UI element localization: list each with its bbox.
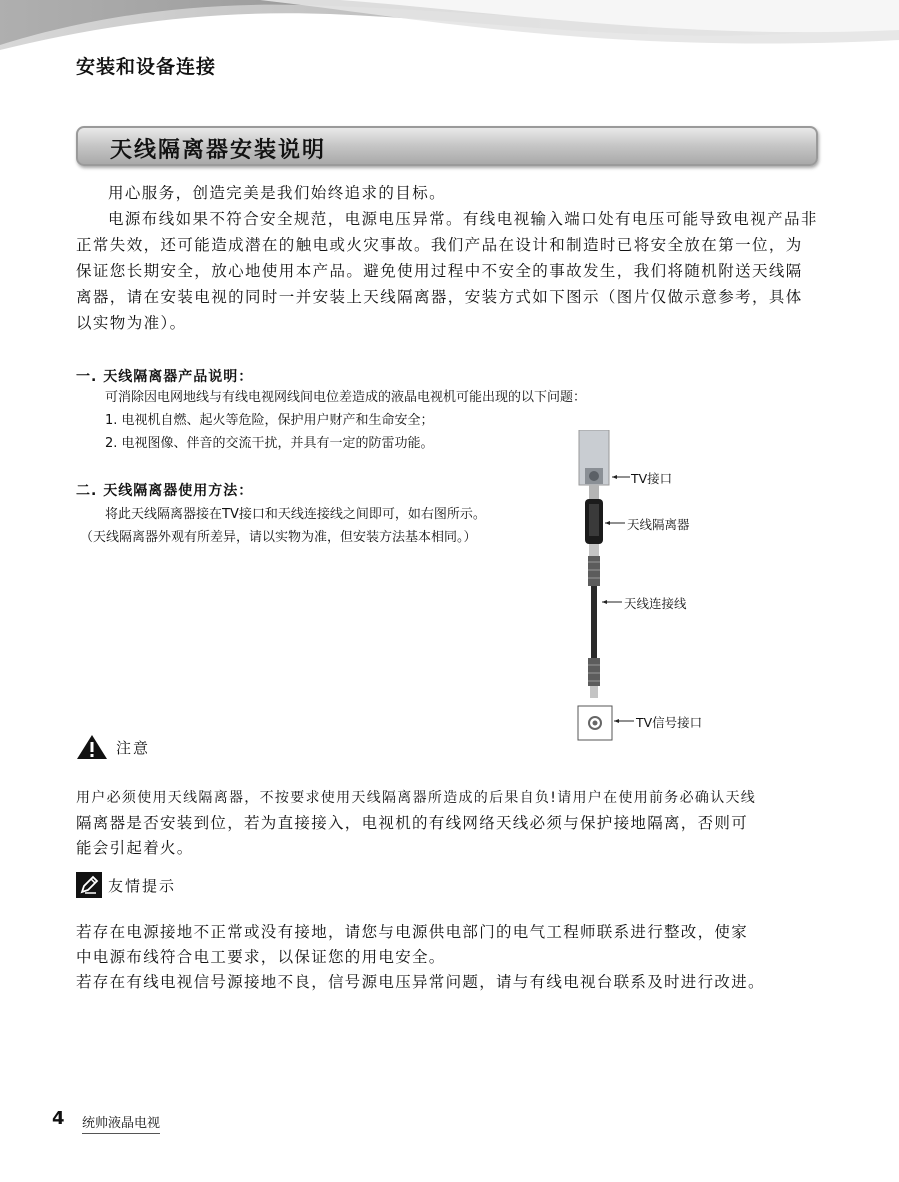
label-signal-port: TV信号接口 [636,715,703,730]
footer-brand: 统帅液晶电视 [82,1112,160,1134]
intro-paragraph-2: 电源布线如果不符合安全规范，电源电压异常。有线电视输入端口处有电压可能导致电视产品非正常失效，还可能造成潜在的触电或火灾事故。我们产品在设计和制造时已将安全放在第一位，为保证您长期安全，放心地使用本产品。避免使用过程中不安全的事故发生，我们将随机附送天线隔离器，请在安装电视的同时一并安装上天线隔离器，安装方式如下图示（图片仅做示意参考，具体以实物为准）。 [76,210,818,332]
label-tv-port: TV接口 [631,471,673,486]
caution-line-1: 用户必须使用天线隔离器，不按要求使用天线隔离器所造成的后果自负!请用户在使用前务必确认天线 [76,790,757,806]
section2-heading: 二. 天线隔离器使用方法： [76,483,254,499]
tip-text [76,920,818,995]
section-title: 安装和设备连接 [76,56,217,78]
caution-header [76,734,150,760]
label-isolator: 天线隔离器 [627,517,690,532]
intro-text [76,180,818,336]
section1-description: 可消除因电网地线与有线电视网线间电位差造成的液晶电视机可能出现的以下问题： [105,390,587,405]
caution-line-2: 隔离器是否安装到位，若为直接接入，电视机的有线网络天线必须与保护接地隔离，否则可 [76,814,749,832]
tip-line-3: 若存在有线电视信号源接地不良，信号源电压异常问题，请与有线电视台联系及时进行改进。 [76,973,765,991]
warning-icon [76,734,108,760]
caution-label: 注意 [116,738,151,757]
title-bar [76,126,818,166]
tip-line-1: 若存在电源接地不正常或没有接地，请您与电源供电部门的电气工程师联系进行整改，使家 [76,923,749,941]
tip-header [76,872,176,898]
section1-heading: 一. 天线隔离器产品说明： [76,369,254,385]
section2-note: （天线隔离器外观有所差异，请以实物为准，但安装方法基本相同。） [80,530,477,545]
tip-line-2: 中电源布线符合电工要求，以保证您的用电安全。 [76,948,446,966]
page-title: 天线隔离器安装说明 [110,138,327,163]
caution-line-3: 能会引起着火。 [76,839,194,857]
section1-item-1: 1. 电视机自燃、起火等危险，保护用户财产和生命安全； [105,413,434,428]
intro-paragraph-1: 用心服务，创造完美是我们始终追求的目标。 [108,184,447,202]
label-cable: 天线连接线 [624,596,687,611]
section2-description: 将此天线隔离器接在TV接口和天线连接线之间即可，如右图所示。 [105,507,486,522]
page-number: 4 [52,1108,65,1129]
pencil-note-icon [76,872,102,898]
caution-text [76,786,818,861]
section1-item-2: 2. 电视图像、伴音的交流干扰，并具有一定的防雷功能。 [105,436,434,451]
tip-label: 友情提示 [108,876,177,895]
